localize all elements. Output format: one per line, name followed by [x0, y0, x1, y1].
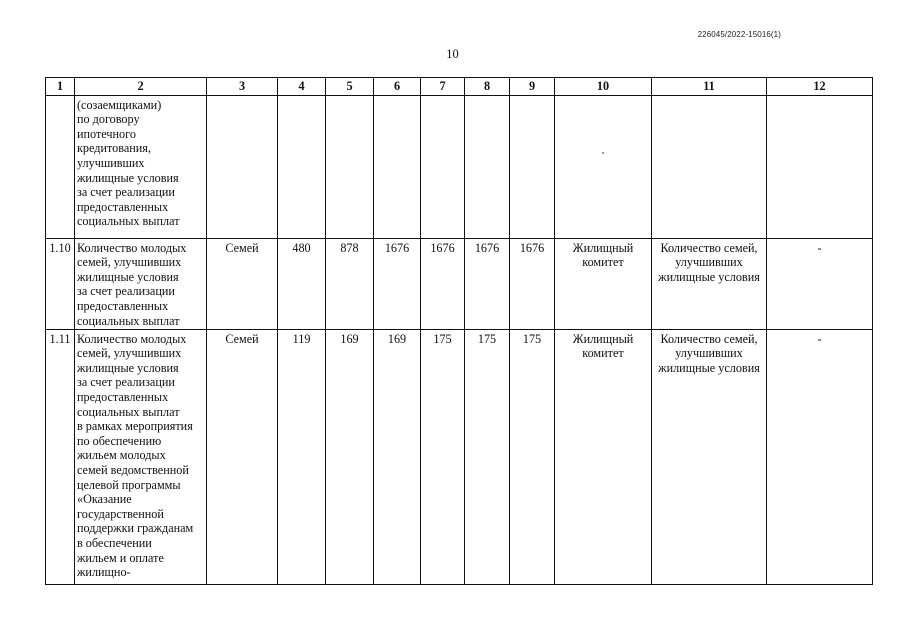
table-row	[46, 329, 873, 584]
value-cell: 1676	[421, 238, 465, 329]
indicator-name: Количество молодых семей, улучшивших жилищные условия за счет реализации предоставленных социальных выплат в рамках мероприятия по обеспечению жильем молодых семей ведомственной целевой программы «Оказание государственной поддержки гражданам в обеспечении жильем и оплате жилищно-	[75, 329, 207, 584]
program-indicators-table	[45, 77, 873, 585]
value-cell	[278, 95, 326, 238]
value-cell: 1676	[465, 238, 510, 329]
indicator-cell	[652, 95, 767, 238]
scan-speck	[602, 152, 604, 154]
column-header: 8	[465, 78, 510, 96]
note-cell: -	[767, 238, 873, 329]
value-cell: 1676	[374, 238, 421, 329]
indicator-cell: Количество семей, улучшивших жилищные условия	[652, 329, 767, 584]
value-cell	[374, 95, 421, 238]
value-cell	[465, 95, 510, 238]
column-header: 4	[278, 78, 326, 96]
unit-cell: Семей	[207, 238, 278, 329]
column-header: 3	[207, 78, 278, 96]
value-cell: 175	[510, 329, 555, 584]
value-cell: 169	[374, 329, 421, 584]
executor-cell: Жилищный комитет	[555, 238, 652, 329]
column-header: 2	[75, 78, 207, 96]
value-cell: 1676	[510, 238, 555, 329]
column-header: 1	[46, 78, 75, 96]
note-cell: -	[767, 329, 873, 584]
value-cell: 119	[278, 329, 326, 584]
column-header: 11	[652, 78, 767, 96]
value-cell: 878	[326, 238, 374, 329]
unit-cell	[207, 95, 278, 238]
value-cell: 175	[421, 329, 465, 584]
column-header: 5	[326, 78, 374, 96]
row-number	[46, 95, 75, 238]
value-cell: 175	[465, 329, 510, 584]
column-header: 7	[421, 78, 465, 96]
table-header-row	[46, 78, 873, 96]
document-id: 226045/2022-15016(1)	[697, 30, 781, 39]
unit-cell: Семей	[207, 329, 278, 584]
executor-cell	[555, 95, 652, 238]
value-cell	[421, 95, 465, 238]
value-cell: 169	[326, 329, 374, 584]
row-number: 1.10	[46, 238, 75, 329]
column-header: 12	[767, 78, 873, 96]
table-row	[46, 95, 873, 238]
row-number: 1.11	[46, 329, 75, 584]
page-number: 10	[446, 47, 459, 61]
value-cell	[326, 95, 374, 238]
indicator-name: (созаемщиками) по договору ипотечного кредитования, улучшивших жилищные условия за счет реализации предоставленных социальных выплат	[75, 95, 207, 238]
indicator-cell: Количество семей, улучшивших жилищные условия	[652, 238, 767, 329]
column-header: 10	[555, 78, 652, 96]
note-cell	[767, 95, 873, 238]
value-cell	[510, 95, 555, 238]
value-cell: 480	[278, 238, 326, 329]
executor-cell: Жилищный комитет	[555, 329, 652, 584]
column-header: 9	[510, 78, 555, 96]
indicator-name: Количество молодых семей, улучшивших жилищные условия за счет реализации предоставленных социальных выплат	[75, 238, 207, 329]
column-header: 6	[374, 78, 421, 96]
table-row	[46, 238, 873, 329]
